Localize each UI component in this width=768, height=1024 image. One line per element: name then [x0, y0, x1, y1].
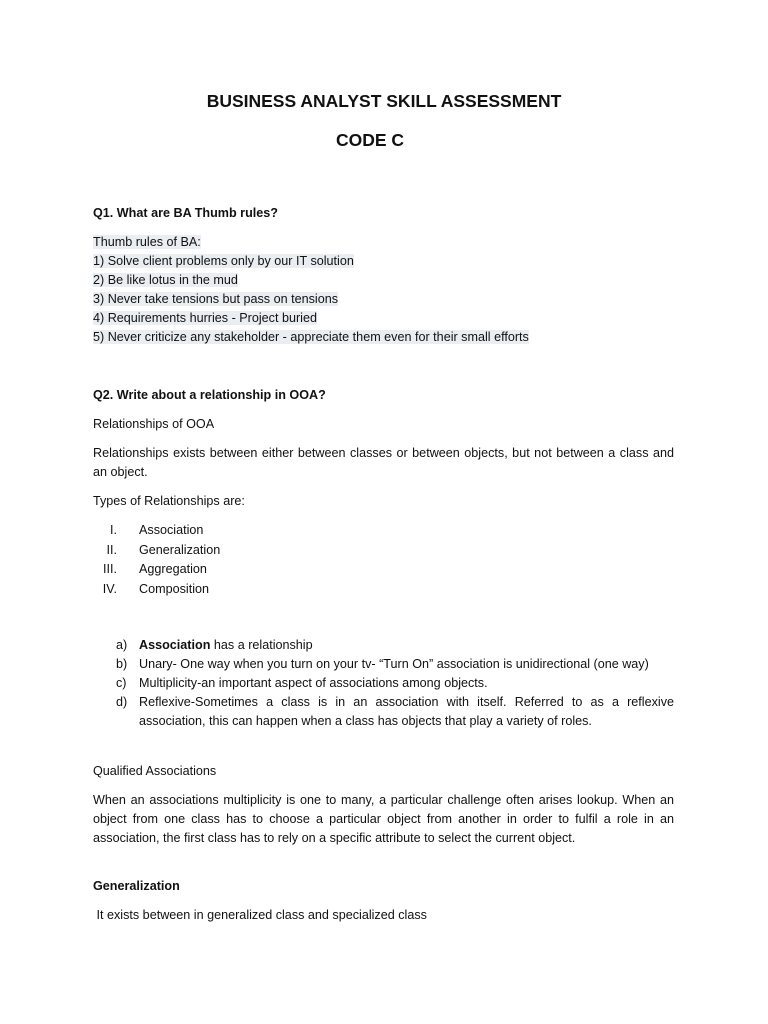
list-text: Reflexive-Sometimes a class is in an association with itself. Referred to as a reflexive association, this can happen when a class has objects that play a variety of roles. [139, 695, 674, 728]
list-number: I. [110, 523, 117, 537]
list-item [116, 674, 674, 693]
generalization-heading: Generalization [93, 879, 180, 893]
association-list [116, 636, 674, 731]
list-text: Aggregation [139, 562, 207, 576]
list-label: a) [116, 638, 128, 652]
list-text: Association [139, 523, 204, 537]
thumb-rules-line: Thumb rules of BA: [93, 235, 201, 249]
list-text: has a relationship [210, 638, 313, 652]
list-item [93, 541, 393, 561]
list-number: II. [106, 542, 117, 557]
list-text: Composition [139, 581, 209, 596]
list-text: Unary- One way when you turn on your tv- “Turn On” association is unidirectional (one way) [139, 657, 649, 671]
list-number: IV. [102, 581, 117, 596]
thumb-rules-list [93, 233, 674, 347]
list-item [93, 521, 393, 541]
subheading-relationships: Relationships of OOA [93, 417, 215, 431]
thumb-rules-line: 5) Never criticize any stakeholder - appreciate them even for their small efforts [93, 330, 529, 344]
list-label: c) [116, 676, 127, 690]
question-2: Q2. Write about a relationship in OOA? [93, 388, 326, 402]
types-heading: Types of Relationships are: [93, 494, 245, 508]
list-item [116, 636, 674, 655]
types-list [93, 521, 393, 599]
list-label: d) [116, 695, 128, 709]
list-text: Multiplicity-an important aspect of associations among objects. [139, 676, 488, 690]
association-term: Association [139, 638, 211, 652]
document-code: CODE C [335, 130, 405, 150]
relationships-intro: Relationships exists between either between classes or between objects, but not between a class and an object. [93, 446, 674, 479]
thumb-rules-line: 1) Solve client problems only by our IT solution [93, 254, 354, 268]
thumb-rules-line: 2) Be like lotus in the mud [93, 273, 238, 287]
generalization-text: It exists between in generalized class and specialized class [93, 908, 427, 922]
thumb-rules-line: 3) Never take tensions but pass on tensions [93, 292, 339, 306]
question-1: Q1. What are BA Thumb rules? [93, 206, 278, 220]
list-item [93, 580, 393, 600]
list-item [116, 693, 674, 731]
document-title: BUSINESS ANALYST SKILL ASSESSMENT [206, 91, 562, 111]
thumb-rules-line: 4) Requirements hurries - Project buried [93, 311, 317, 325]
list-item [93, 560, 393, 580]
list-number: III. [103, 562, 117, 576]
list-label: b) [116, 657, 128, 671]
list-item [116, 655, 674, 674]
list-text: Generalization [139, 542, 221, 557]
qualified-text: When an associations multiplicity is one to many, a particular challenge often arises lookup. When an object from one class has to choose a particular object from another in order to fulfil a role in an association, the first class has to rely on a specific attribute to select the current object. [93, 793, 674, 845]
qualified-heading: Qualified Associations [93, 764, 217, 778]
